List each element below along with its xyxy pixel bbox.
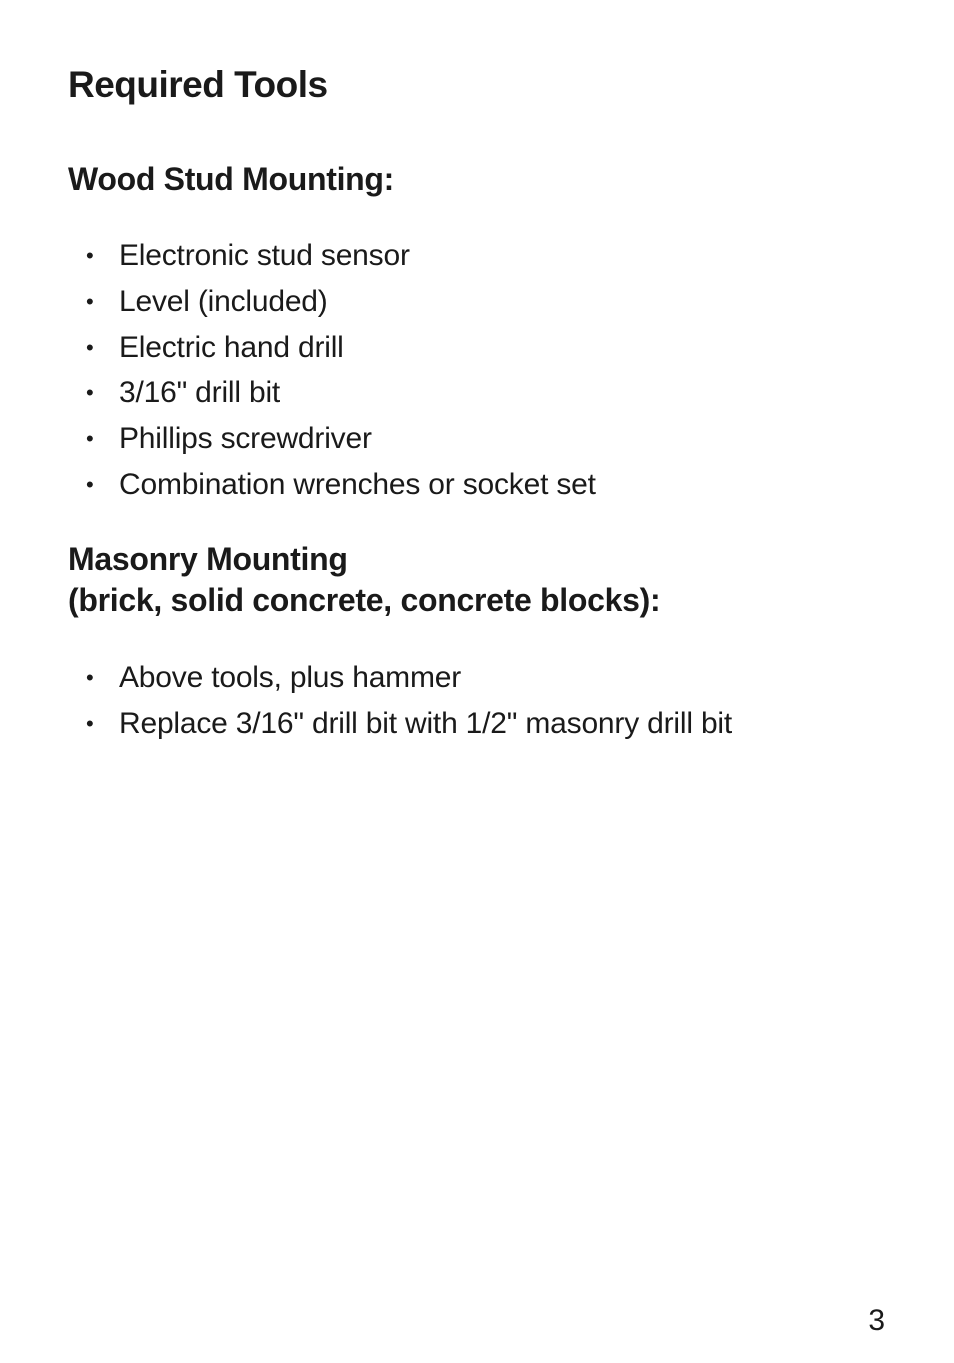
bullet-icon: •: [86, 288, 94, 314]
masonry-heading-line2: (brick, solid concrete, concrete blocks):: [68, 582, 661, 618]
page-number: 3: [868, 1304, 885, 1337]
list-item-text: Electric hand drill: [119, 330, 344, 364]
list-item-text: Above tools, plus hammer: [119, 661, 462, 694]
page-title: Required Tools: [68, 64, 328, 105]
masonry-mounting-heading: [68, 539, 660, 621]
bullet-icon: •: [86, 334, 94, 360]
list-item-text: 3/16" drill bit: [119, 376, 281, 410]
bullet-icon: •: [86, 665, 94, 690]
bullet-icon: •: [86, 243, 94, 268]
list-item-text: Phillips screwdriver: [119, 422, 372, 456]
list-item-text: Combination wrenches or socket set: [119, 467, 596, 501]
wood-stud-mounting-heading: Wood Stud Mounting:: [68, 161, 395, 197]
list-item-text: Replace 3/16" drill bit with 1/2" masonry drill bit: [119, 706, 733, 740]
bullet-icon: •: [86, 710, 94, 736]
list-item-text: Electronic stud sensor: [119, 239, 410, 272]
bullet-icon: •: [86, 426, 94, 452]
bullet-icon: •: [86, 380, 94, 406]
list-item-text: Level (included): [119, 284, 328, 318]
bullet-icon: •: [86, 471, 94, 497]
masonry-heading-line1: Masonry Mounting: [68, 541, 348, 577]
